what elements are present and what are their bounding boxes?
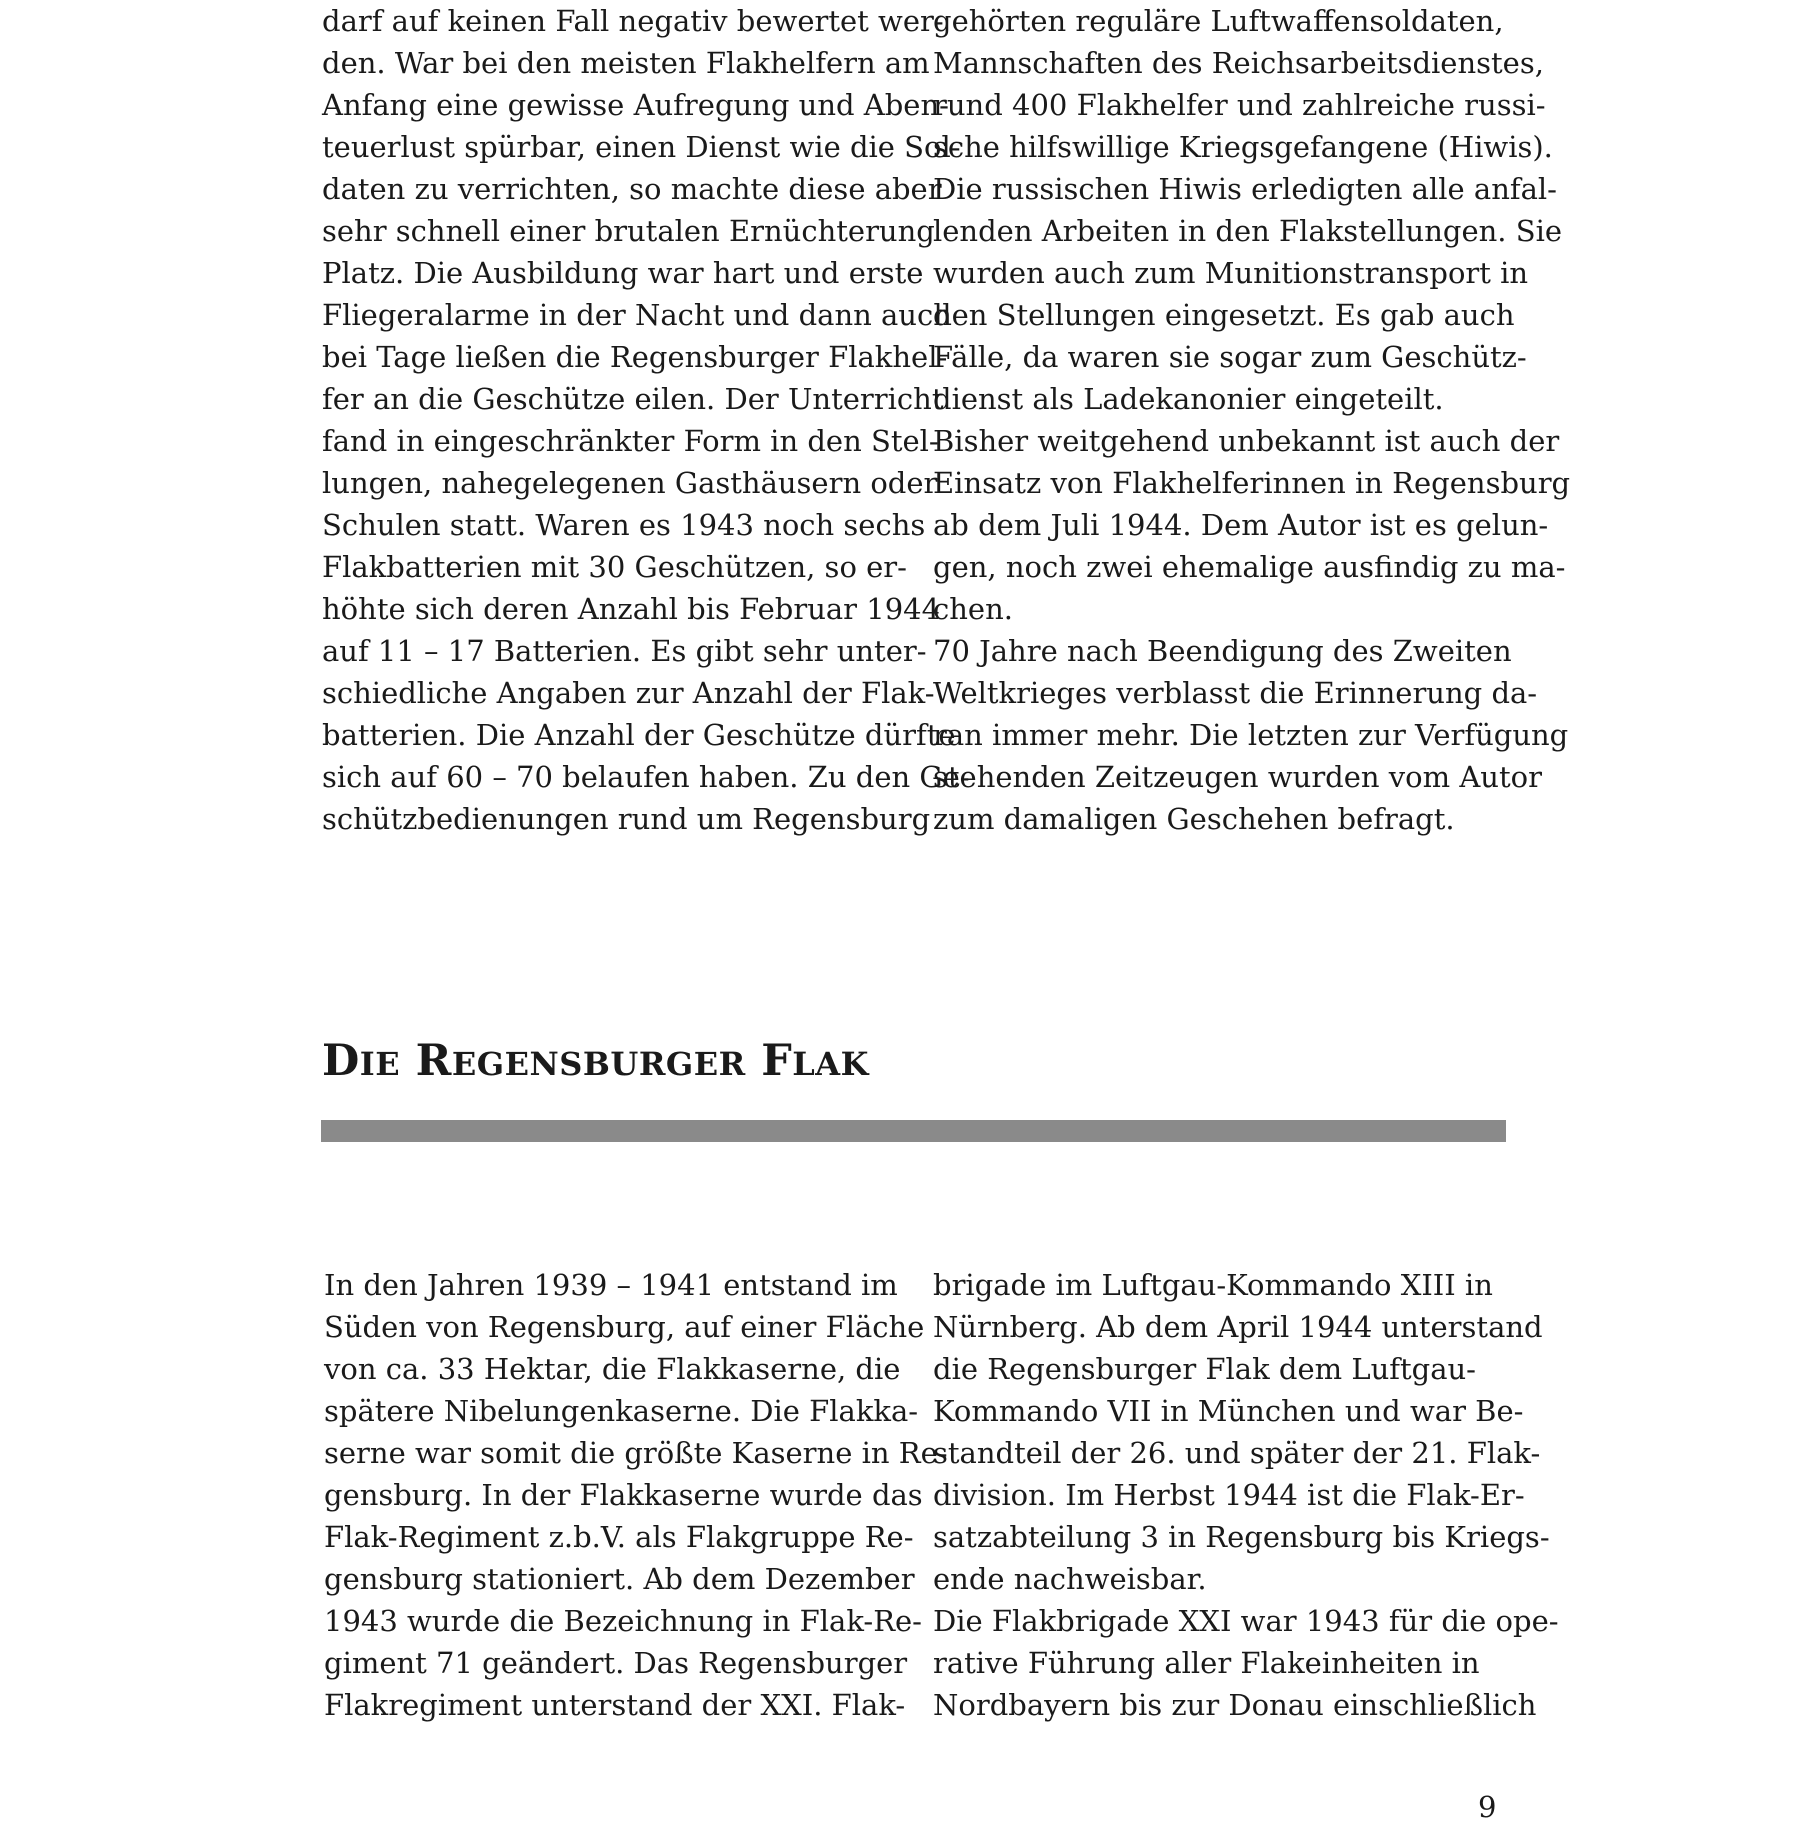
text-line: sehr schnell einer brutalen Ernüchterung xyxy=(322,214,935,248)
text-line: Weltkrieges verblasst die Erinnerung da- xyxy=(933,676,1538,710)
heading-word-3: FLAK xyxy=(761,1036,869,1086)
text-line: den Stellungen eingesetzt. Es gab auch xyxy=(933,298,1515,332)
text-line: schiedliche Angaben zur Anzahl der Flak- xyxy=(322,676,935,710)
text-line: Mannschaften des Reichsarbeitsdienstes, xyxy=(933,46,1544,80)
text-column-top-right xyxy=(933,0,1571,840)
text-line: Schulen statt. Waren es 1943 noch sechs xyxy=(322,508,926,542)
text-line: Bisher weitgehend unbekannt ist auch der xyxy=(933,424,1560,458)
text-line: von ca. 33 Hektar, die Flakkaserne, die xyxy=(324,1352,901,1386)
text-line: 70 Jahre nach Beendigung des Zweiten xyxy=(933,634,1512,668)
text-line: ab dem Juli 1944. Dem Autor ist es gelun- xyxy=(933,508,1549,542)
heading-rule xyxy=(321,1120,1506,1142)
text-line: schützbedienungen rund um Regensburg xyxy=(322,802,931,836)
text-line: wurden auch zum Munitionstransport in xyxy=(933,256,1529,290)
text-line: Flak-Regiment z.b.V. als Flakgruppe Re- xyxy=(324,1520,914,1554)
text-line: höhte sich deren Anzahl bis Februar 1944 xyxy=(322,592,941,626)
text-line: Nordbayern bis zur Donau einschließlich xyxy=(933,1688,1537,1722)
text-line: batterien. Die Anzahl der Geschütze dürfte xyxy=(322,718,956,752)
text-line: lungen, nahegelegenen Gasthäusern oder xyxy=(322,466,938,500)
text-line: gehörten reguläre Luftwaffensoldaten, xyxy=(933,4,1504,38)
text-line: ran immer mehr. Die letzten zur Verfügung xyxy=(933,718,1569,752)
text-line: Einsatz von Flakhelferinnen in Regensburg xyxy=(933,466,1571,500)
text-line: zum damaligen Geschehen befragt. xyxy=(933,802,1455,836)
text-line: sche hilfswillige Kriegsgefangene (Hiwis). xyxy=(933,130,1553,164)
text-line: Anfang eine gewisse Aufregung und Aben- xyxy=(322,88,949,122)
text-line: giment 71 geändert. Das Regensburger xyxy=(324,1646,908,1680)
text-line: lenden Arbeiten in den Flakstellungen. Sie xyxy=(933,214,1563,248)
text-line: Kommando VII in München und war Be- xyxy=(933,1394,1524,1428)
text-line: auf 11 – 17 Batterien. Es gibt sehr unter- xyxy=(322,634,927,668)
text-line: rative Führung aller Flakeinheiten in xyxy=(933,1646,1480,1680)
text-line: rund 400 Flakhelfer und zahlreiche russi- xyxy=(933,88,1546,122)
text-line: teuerlust spürbar, einen Dienst wie die Sol- xyxy=(322,130,961,164)
text-line: 1943 wurde die Bezeichnung in Flak-Re- xyxy=(324,1604,922,1638)
text-line: gensburg stationiert. Ab dem Dezember xyxy=(324,1562,915,1596)
text-line: brigade im Luftgau-Kommando XIII in xyxy=(933,1268,1493,1302)
text-line: Süden von Regensburg, auf einer Fläche xyxy=(324,1310,925,1344)
text-line: darf auf keinen Fall negativ bewertet wer- xyxy=(322,4,944,38)
text-line: fand in eingeschränkter Form in den Stel- xyxy=(322,424,939,458)
text-line: chen. xyxy=(933,592,1013,626)
text-line: serne war somit die größte Kaserne in Re- xyxy=(324,1436,948,1470)
text-line: standteil der 26. und später der 21. Flak- xyxy=(933,1436,1541,1470)
text-line: dienst als Ladekanonier eingeteilt. xyxy=(933,382,1444,416)
text-line: den. War bei den meisten Flakhelfern am xyxy=(322,46,930,80)
text-line: Fälle, da waren sie sogar zum Geschütz- xyxy=(933,340,1527,374)
text-line: In den Jahren 1939 – 1941 entstand im xyxy=(324,1268,898,1302)
text-line: die Regensburger Flak dem Luftgau- xyxy=(933,1352,1476,1386)
text-line: sich auf 60 – 70 belaufen haben. Zu den Ge- xyxy=(322,760,970,794)
text-line: Nürnberg. Ab dem April 1944 unterstand xyxy=(933,1310,1543,1344)
heading-word-1: DIE xyxy=(322,1036,401,1086)
text-line: fer an die Geschütze eilen. Der Unterricht xyxy=(322,382,944,416)
text-line: stehenden Zeitzeugen wurden vom Autor xyxy=(933,760,1542,794)
text-line: Flakbatterien mit 30 Geschützen, so er- xyxy=(322,550,907,584)
text-line: ende nachweisbar. xyxy=(933,1562,1207,1596)
text-line: division. Im Herbst 1944 ist die Flak-Er- xyxy=(933,1478,1525,1512)
text-line: gen, noch zwei ehemalige ausfindig zu ma- xyxy=(933,550,1566,584)
text-line: daten zu verrichten, so machte diese aber xyxy=(322,172,942,206)
text-line: Flakregiment unterstand der XXI. Flak- xyxy=(324,1688,906,1722)
text-line: Platz. Die Ausbildung war hart und erste xyxy=(322,256,924,290)
text-line: spätere Nibelungenkaserne. Die Flakka- xyxy=(324,1394,919,1428)
heading-word-2: REGENSBURGER xyxy=(415,1036,746,1086)
text-line: bei Tage ließen die Regensburger Flakhel- xyxy=(322,340,948,374)
text-column-top-left xyxy=(322,0,970,840)
text-line: satzabteilung 3 in Regensburg bis Kriegs- xyxy=(933,1520,1550,1554)
section-heading xyxy=(322,1036,869,1086)
text-line: Fliegeralarme in der Nacht und dann auch xyxy=(322,298,952,332)
text-line: Die russischen Hiwis erledigten alle anfal- xyxy=(933,172,1557,206)
text-column-bottom-left xyxy=(324,1264,948,1726)
text-line: gensburg. In der Flakkaserne wurde das xyxy=(324,1478,923,1512)
text-line: Die Flakbrigade XXI war 1943 für die ope- xyxy=(933,1604,1559,1638)
page-number: 9 xyxy=(1478,1790,1497,1824)
text-column-bottom-right xyxy=(933,1264,1559,1726)
